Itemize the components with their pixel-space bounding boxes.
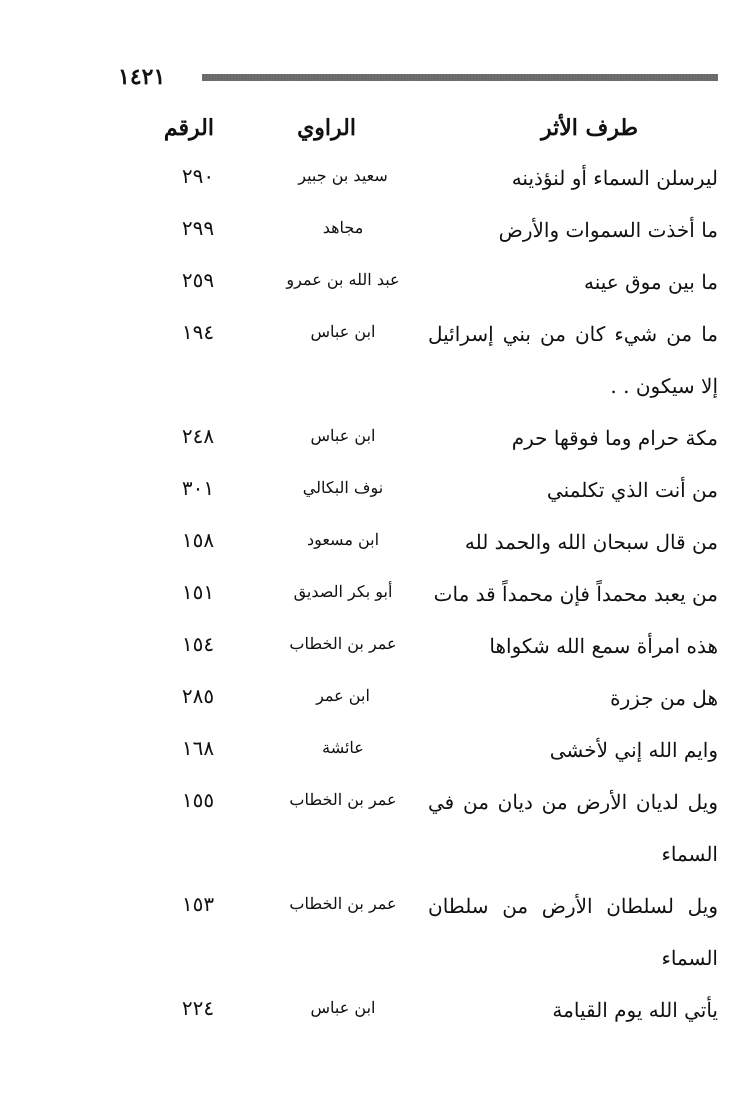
row-text: من أنت الذي تكلمني	[546, 478, 718, 502]
row-text: ويل لسلطان الأرض من سلطان السماء	[428, 894, 718, 970]
row-number: ٣٠١	[181, 476, 215, 500]
table-row	[0, 516, 748, 568]
row-text: هل من جزرة	[610, 686, 718, 710]
table-row	[0, 152, 748, 204]
row-text: ويل لديان الأرض من ديان من في السماء	[428, 790, 718, 866]
row-narrator: عمر بن الخطاب	[289, 634, 397, 653]
table-row	[0, 984, 748, 1036]
row-number: ٢٨٥	[181, 684, 215, 708]
header-rule	[202, 74, 718, 81]
row-number: ١٦٨	[181, 736, 215, 760]
column-heading-number: الرقم	[163, 115, 214, 141]
row-narrator: مجاهد	[322, 218, 364, 237]
table-row	[0, 256, 748, 308]
row-text: ما من شيء كان من بني إسرائيل إلا سيكون . .	[428, 322, 718, 398]
row-number: ١٥٣	[181, 892, 215, 916]
row-text: ليرسلن السماء أو لنؤذينه	[511, 166, 718, 190]
row-narrator: ابن عباس	[310, 998, 376, 1017]
column-heading-narrator: الراوي	[297, 115, 356, 141]
table-row	[0, 412, 748, 464]
row-narrator: أبو بكر الصديق	[293, 582, 393, 601]
row-text: هذه امرأة سمع الله شكواها	[489, 634, 718, 658]
row-narrator: عائشة	[322, 738, 364, 757]
table-row	[0, 776, 748, 880]
row-number: ٢٢٤	[181, 996, 215, 1020]
table-row	[0, 620, 748, 672]
row-narrator: نوف البكالي	[302, 478, 384, 497]
row-number: ١٥٨	[181, 528, 215, 552]
row-text: مكة حرام وما فوقها حرم	[511, 426, 718, 450]
row-narrator: ابن عمر	[316, 686, 370, 705]
row-narrator: عبد الله بن عمرو	[286, 270, 400, 289]
row-text: ما أخذت السموات والأرض	[498, 218, 718, 242]
table-row	[0, 568, 748, 620]
column-headings	[0, 108, 748, 148]
row-narrator: ابن عباس	[310, 322, 376, 341]
table-row	[0, 464, 748, 516]
page-header	[118, 62, 718, 92]
table-row	[0, 672, 748, 724]
row-number: ٢٩٩	[181, 216, 215, 240]
row-number: ١٥٤	[181, 632, 215, 656]
row-number: ١٥٥	[181, 788, 215, 812]
table-row	[0, 724, 748, 776]
row-narrator: سعيد بن جبير	[298, 166, 388, 185]
index-table	[0, 152, 748, 1036]
row-number: ٢٤٨	[181, 424, 215, 448]
row-narrator: ابن عباس	[310, 426, 376, 445]
row-narrator: ابن مسعود	[306, 530, 380, 549]
table-row	[0, 308, 748, 412]
row-text: يأتي الله يوم القيامة	[552, 998, 718, 1022]
row-text: وايم الله إني لأخشى	[549, 738, 718, 762]
row-number: ١٩٤	[181, 320, 215, 344]
table-row	[0, 204, 748, 256]
row-text: من يعبد محمداً فإن محمداً قد مات	[433, 582, 718, 606]
row-number: ٢٩٠	[181, 164, 215, 188]
row-narrator: عمر بن الخطاب	[289, 790, 397, 809]
page-number: ١٤٢١	[118, 64, 166, 90]
table-row	[0, 880, 748, 984]
column-heading-text: طرف الأثر	[540, 115, 638, 141]
row-text: ما بين موق عينه	[584, 270, 718, 294]
row-narrator: عمر بن الخطاب	[289, 894, 397, 913]
row-number: ١٥١	[181, 580, 215, 604]
row-text: من قال سبحان الله والحمد لله	[464, 530, 718, 554]
row-number: ٢٥٩	[181, 268, 215, 292]
